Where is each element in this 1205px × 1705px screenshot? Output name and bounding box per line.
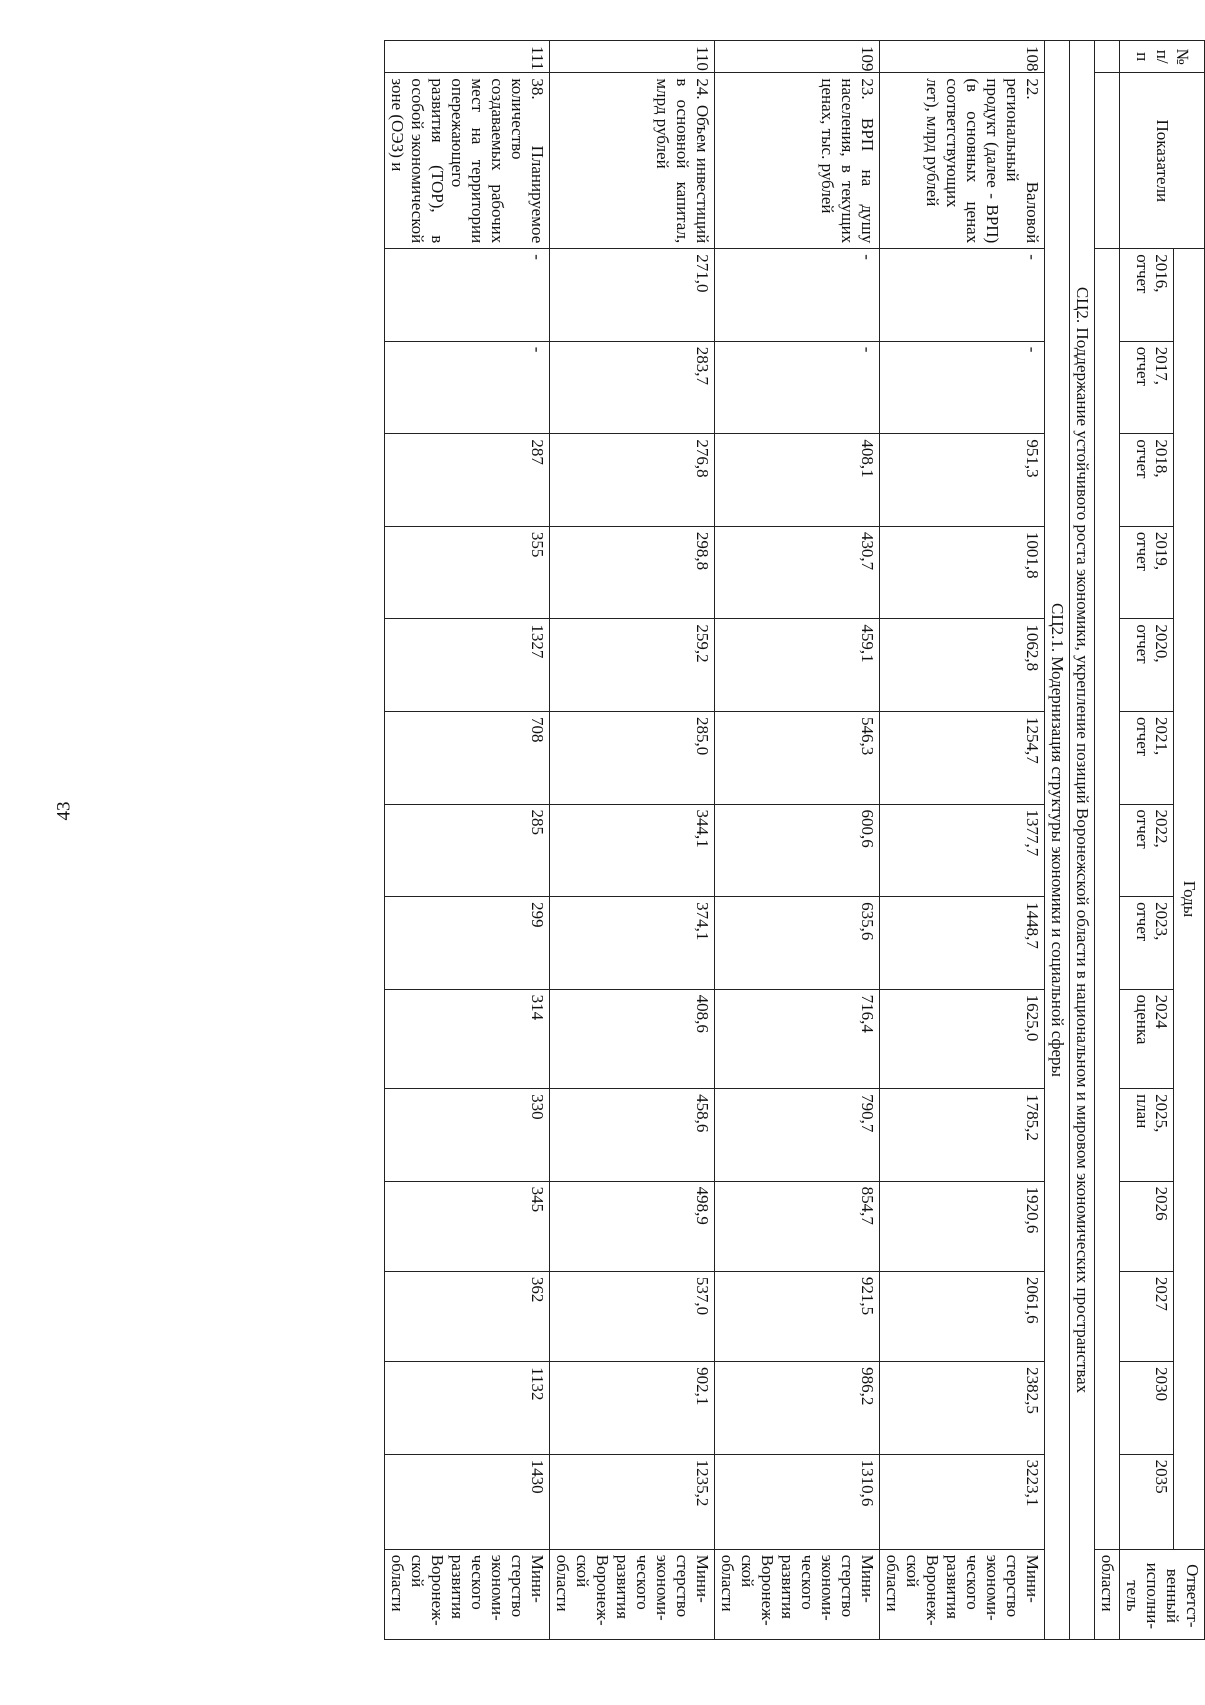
year-value: 330 bbox=[385, 1089, 550, 1182]
row-number: 111 bbox=[385, 41, 550, 73]
year-value: 299 bbox=[385, 897, 550, 990]
year-label: 2023, bbox=[1151, 902, 1171, 941]
year-value: 344,1 bbox=[550, 804, 715, 897]
year-value: - bbox=[715, 249, 880, 342]
year-value: 2382,5 bbox=[880, 1362, 1045, 1455]
year-value: 790,7 bbox=[715, 1089, 880, 1182]
table-row bbox=[550, 41, 715, 1640]
year-value: 408,6 bbox=[550, 989, 715, 1088]
year-value: 298,8 bbox=[550, 526, 715, 619]
year-value: - bbox=[880, 249, 1045, 342]
row-number: 110 bbox=[550, 41, 715, 73]
year-value: 1310,6 bbox=[715, 1454, 880, 1549]
year-label: 2016, bbox=[1151, 254, 1171, 293]
year-value: 1235,2 bbox=[550, 1454, 715, 1549]
year-label: 2017, bbox=[1151, 346, 1171, 386]
subsection-row bbox=[1045, 41, 1070, 1640]
year-header bbox=[1120, 989, 1174, 1088]
year-value: 546,3 bbox=[715, 711, 880, 804]
responsible-executor: Мини-стерство экономи-ческого развития Воронеж-ской области bbox=[385, 1549, 550, 1639]
year-note: отчет bbox=[1132, 346, 1152, 387]
year-label: 2024 bbox=[1151, 994, 1171, 1029]
year-label: 2018, bbox=[1151, 439, 1171, 478]
year-value: 287 bbox=[385, 434, 550, 527]
year-value: 1062,8 bbox=[880, 619, 1045, 712]
year-value: 1448,7 bbox=[880, 897, 1045, 990]
year-note: отчет bbox=[1132, 902, 1152, 942]
year-note: план bbox=[1132, 1094, 1152, 1129]
year-value: - bbox=[385, 249, 550, 342]
year-value: 1132 bbox=[385, 1362, 550, 1455]
num-header: № п/п bbox=[1120, 41, 1205, 73]
year-value: 986,2 bbox=[715, 1362, 880, 1455]
year-value: 362 bbox=[385, 1271, 550, 1361]
year-value: 902,1 bbox=[550, 1362, 715, 1455]
row-number: 108 bbox=[880, 41, 1045, 73]
indicator-name: 24. Объем инвестиций в основной капитал, млрд рублей bbox=[550, 73, 715, 249]
year-value: 283,7 bbox=[550, 341, 715, 434]
year-note: отчет bbox=[1132, 716, 1152, 757]
year-value: 408,1 bbox=[715, 434, 880, 527]
year-value: 1430 bbox=[385, 1454, 550, 1549]
year-note: отчет bbox=[1132, 439, 1152, 479]
indicator-header: Показатели bbox=[1120, 73, 1205, 249]
year-label: 2020, bbox=[1151, 624, 1171, 663]
year-value: 374,1 bbox=[550, 897, 715, 990]
year-value: 2061,6 bbox=[880, 1271, 1045, 1361]
year-value: 635,6 bbox=[715, 897, 880, 990]
year-header bbox=[1120, 1181, 1174, 1271]
year-header bbox=[1120, 1089, 1174, 1182]
responsible-header: Ответст-венный исполни-тель bbox=[1120, 1549, 1205, 1639]
year-value: 285 bbox=[385, 804, 550, 897]
header-row-empty bbox=[1095, 41, 1120, 1640]
responsible-executor: Мини-стерство экономи-ческого развития Воронеж-ской области bbox=[715, 1549, 880, 1639]
year-value: 1377,7 bbox=[880, 804, 1045, 897]
page-number: 43 bbox=[53, 801, 75, 821]
year-value: 458,6 bbox=[550, 1089, 715, 1182]
year-header bbox=[1120, 804, 1174, 897]
year-note: отчет bbox=[1132, 624, 1152, 664]
year-label: 2035 bbox=[1151, 1459, 1171, 1494]
indicator-name: 38. Планируемое количество создаваемых рабочих мест на территории опережающего развития (ТОР), в особой экономической зоне (ОЭЗ) и bbox=[385, 73, 550, 249]
year-header bbox=[1120, 341, 1174, 434]
year-value: 345 bbox=[385, 1181, 550, 1271]
year-header bbox=[1120, 1454, 1174, 1549]
year-label: 2027 bbox=[1151, 1276, 1171, 1311]
year-header bbox=[1120, 1271, 1174, 1361]
year-header bbox=[1120, 897, 1174, 990]
table-row bbox=[385, 41, 550, 1640]
year-value: 1254,7 bbox=[880, 711, 1045, 804]
year-value: 1785,2 bbox=[880, 1089, 1045, 1182]
year-value: 498,9 bbox=[550, 1181, 715, 1271]
year-value: 951,3 bbox=[880, 434, 1045, 527]
year-header bbox=[1120, 711, 1174, 804]
year-value: 716,4 bbox=[715, 989, 880, 1088]
year-value: - bbox=[715, 341, 880, 434]
indicator-name: 22. Валовой региональный продукт (далее - ВРП) (в основных ценах соответствующих лет), млрд рублей bbox=[880, 73, 1045, 249]
indicator-name: 23. ВРП на душу населения, в текущих ценах, тыс. рублей bbox=[715, 73, 880, 249]
table-body bbox=[385, 41, 1095, 1640]
year-value: 285,0 bbox=[550, 711, 715, 804]
section-title: СЦ2. Поддержание устойчивого роста экономики, укрепление позиций Воронежской области в национальном и мировом экономических пространствах bbox=[1070, 41, 1095, 1640]
responsible-executor: Мини-стерство экономи-ческого развития Воронеж-ской области bbox=[880, 1549, 1045, 1639]
year-value: 459,1 bbox=[715, 619, 880, 712]
year-header bbox=[1120, 526, 1174, 619]
year-label: 2025, bbox=[1151, 1094, 1171, 1133]
table-row bbox=[880, 41, 1045, 1640]
header-row-1 bbox=[1173, 41, 1204, 1640]
years-group-header: Годы bbox=[1173, 249, 1204, 1549]
section-row bbox=[1070, 41, 1095, 1640]
rotated-table-container bbox=[205, 40, 1205, 1640]
year-value: - bbox=[385, 341, 550, 434]
year-value: 355 bbox=[385, 526, 550, 619]
table-row bbox=[715, 41, 880, 1640]
year-value: 276,8 bbox=[550, 434, 715, 527]
year-header bbox=[1120, 434, 1174, 527]
header-row-years bbox=[1120, 41, 1174, 1640]
year-header bbox=[1120, 619, 1174, 712]
year-value: 3223,1 bbox=[880, 1454, 1045, 1549]
subsection-title: СЦ2.1. Модернизация структуры экономики и социальной сферы bbox=[1045, 41, 1070, 1640]
year-value: 854,7 bbox=[715, 1181, 880, 1271]
year-label: 2019, bbox=[1151, 531, 1171, 571]
year-label: 2030 bbox=[1151, 1367, 1171, 1402]
year-value: 1920,6 bbox=[880, 1181, 1045, 1271]
year-value: 1327 bbox=[385, 619, 550, 712]
year-note: отчет bbox=[1132, 254, 1152, 294]
year-note: отчет bbox=[1132, 809, 1152, 849]
year-value: 271,0 bbox=[550, 249, 715, 342]
year-header bbox=[1120, 1362, 1174, 1455]
year-value: 314 bbox=[385, 989, 550, 1088]
year-label: 2026 bbox=[1151, 1186, 1171, 1221]
year-value: 708 bbox=[385, 711, 550, 804]
year-value: 921,5 bbox=[715, 1271, 880, 1361]
year-value: 1001,8 bbox=[880, 526, 1045, 619]
responsible-executor: Мини-стерство экономи-ческого развития Воронеж-ской области bbox=[550, 1549, 715, 1639]
responsible-header-tail: области bbox=[1095, 1549, 1120, 1639]
year-value: 600,6 bbox=[715, 804, 880, 897]
year-header bbox=[1120, 249, 1174, 342]
year-value: - bbox=[880, 341, 1045, 434]
year-note: оценка bbox=[1132, 994, 1152, 1045]
year-value: 537,0 bbox=[550, 1271, 715, 1361]
year-note: отчет bbox=[1132, 531, 1152, 572]
year-label: 2022, bbox=[1151, 809, 1171, 848]
indicators-table bbox=[384, 40, 1205, 1640]
year-value: 430,7 bbox=[715, 526, 880, 619]
year-label: 2021, bbox=[1151, 716, 1171, 756]
row-number: 109 bbox=[715, 41, 880, 73]
year-value: 259,2 bbox=[550, 619, 715, 712]
year-value: 1625,0 bbox=[880, 989, 1045, 1088]
